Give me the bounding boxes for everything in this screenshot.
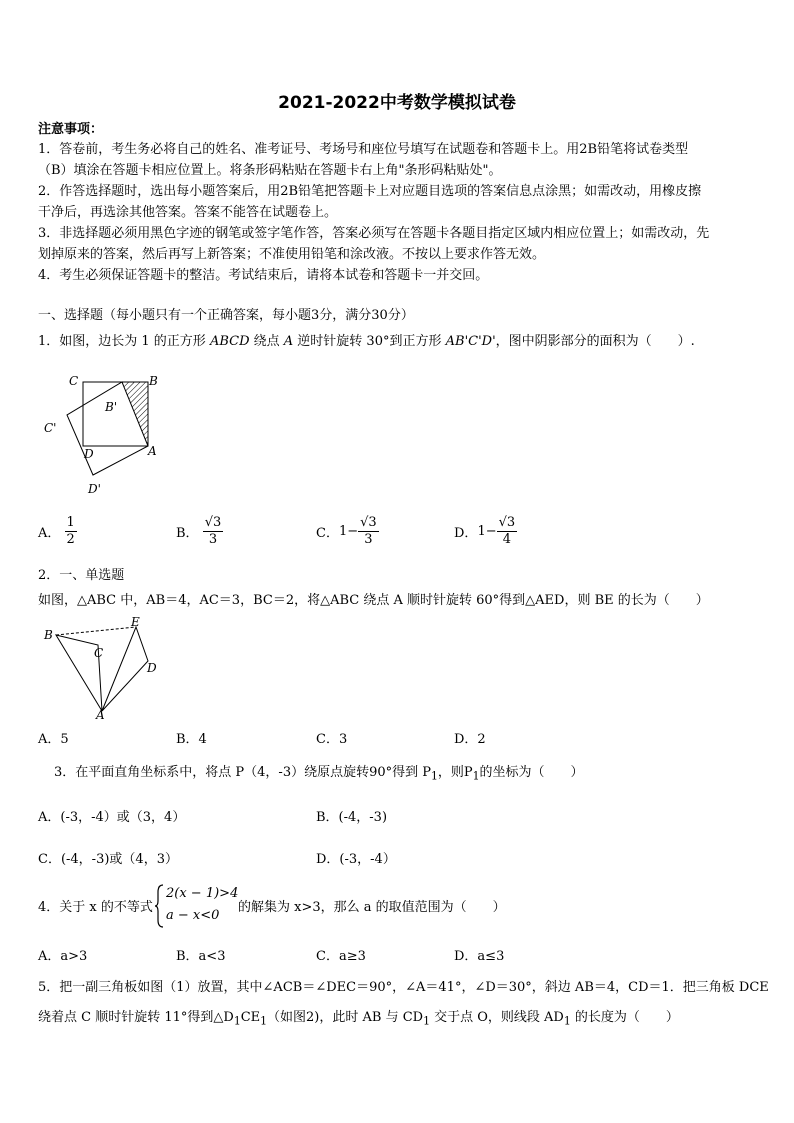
label-b-prime: B' bbox=[105, 400, 118, 414]
q3-option-c[interactable]: C．(-4，-3)或（4，3） bbox=[38, 852, 178, 867]
q2-figure bbox=[38, 615, 163, 721]
q1-figure bbox=[38, 365, 168, 500]
question-5-line-1: 5．把一副三角板如图（1）放置，其中∠ACB＝∠DEC＝90°，∠A＝41°，∠D＝30°，斜边 AB＝4，CD＝1．把三角板 DCE bbox=[38, 980, 769, 995]
q1-option-c[interactable] bbox=[316, 515, 379, 548]
q4-option-c[interactable]: C．a≥3 bbox=[316, 949, 366, 964]
q1-text: 逆时针旋转 30°到正方形 bbox=[293, 334, 446, 349]
fraction-denominator: 2 bbox=[66, 532, 75, 547]
section-heading: 一、选择题（每小题只有一个正确答案，每小题3分，满分30分） bbox=[38, 308, 414, 323]
question-5-line-2 bbox=[38, 1008, 679, 1032]
q2-option-d[interactable]: D．2 bbox=[454, 732, 486, 747]
subscript: 1 bbox=[233, 1014, 241, 1028]
q1-option-b[interactable] bbox=[176, 515, 223, 548]
q1-option-d[interactable] bbox=[454, 515, 517, 548]
notice-line: 1．答卷前，考生务必将自己的姓名、准考证号、考场号和座位号填写在试题卷和答题卡上。用2B铅笔将试卷类型 bbox=[38, 142, 689, 157]
q4-option-a[interactable]: A．a>3 bbox=[38, 949, 88, 964]
subscript: 1 bbox=[423, 1014, 430, 1028]
q3-text: 3．在平面直角坐标系中，将点 P（4，-3）绕原点旋转90°得到 P bbox=[54, 765, 432, 780]
label-a: A bbox=[148, 444, 157, 458]
q1-text: 1．如图，边长为 1 的正方形 bbox=[38, 334, 210, 349]
subscript: 1 bbox=[431, 769, 438, 783]
question-4-stem-a: 4．关于 x 的不等式 bbox=[38, 900, 153, 915]
q3-option-d[interactable]: D．(-3，-4） bbox=[316, 852, 396, 867]
triangle-aed bbox=[102, 627, 148, 711]
notice-heading: 注意事项： bbox=[38, 122, 104, 137]
q1-text: ，图中阴影部分的面积为（ ）. bbox=[495, 334, 695, 349]
label-d: D bbox=[84, 447, 94, 461]
label-b: B bbox=[44, 628, 53, 642]
label-c-prime: C' bbox=[44, 421, 57, 435]
notice-line: 3．非选择题必须用黑色字迹的钢笔或签字笔作答，答案必须写在答题卡各题目指定区域内相应位置上；如需改动，先 bbox=[38, 226, 710, 241]
label-c: C bbox=[94, 646, 104, 660]
q4-option-d[interactable]: D．a≤3 bbox=[454, 949, 505, 964]
question-1-stem bbox=[38, 332, 695, 352]
fraction-numerator: √3 bbox=[498, 515, 516, 530]
q2-option-b[interactable]: B．4 bbox=[176, 732, 207, 747]
label-d: D bbox=[147, 661, 157, 675]
question-2-heading: 2．一、单选题 bbox=[38, 568, 125, 583]
option-label: A． bbox=[38, 526, 61, 541]
inequality-1: 2(x − 1)>4 bbox=[166, 886, 239, 901]
q3-text: 的坐标为（ ） bbox=[479, 765, 584, 780]
label-e: E bbox=[131, 615, 140, 629]
subscript: 1 bbox=[563, 1014, 571, 1028]
question-2-stem: 如图，△ABC 中，AB＝4，AC＝3，BC＝2，将△ABC 绕点 A 顺时针旋转 60°得到△AED，则 BE 的长为（ ） bbox=[38, 593, 709, 608]
fraction-denominator: 3 bbox=[208, 532, 218, 547]
option-label: C． bbox=[316, 526, 339, 541]
subscript: 1 bbox=[472, 769, 480, 783]
segment-be bbox=[56, 627, 136, 635]
q3-option-a[interactable]: A．(-3，-4）或（3，4） bbox=[38, 810, 186, 825]
fraction-denominator: 4 bbox=[502, 532, 512, 547]
option-prefix: 1− bbox=[338, 524, 359, 539]
notice-line: 干净后，再选涂其他答案。答案不能答在试题卷上。 bbox=[38, 205, 338, 220]
q5-text: 的长度为（ ） bbox=[570, 1010, 679, 1025]
q5-text: 交于点 O，则线段 AD bbox=[429, 1010, 564, 1025]
fraction-denominator: 3 bbox=[364, 532, 373, 547]
q2-option-c[interactable]: C．3 bbox=[316, 732, 348, 747]
subscript: 1 bbox=[260, 1014, 268, 1028]
label-b: B bbox=[149, 374, 158, 388]
notice-line: 4．考生必须保证答题卡的整洁。考试结束后，请将本试卷和答题卡一并交回。 bbox=[38, 268, 489, 283]
q5-text: CE bbox=[240, 1010, 261, 1025]
q4-option-b[interactable]: B．a<3 bbox=[176, 949, 226, 964]
inequality-2: a − x<0 bbox=[166, 908, 220, 923]
q1-text: ABCD bbox=[209, 334, 250, 349]
label-d-prime: D' bbox=[88, 482, 101, 496]
q3-option-b[interactable]: B．(-4，-3) bbox=[316, 810, 388, 825]
q1-option-a[interactable] bbox=[38, 515, 77, 548]
notice-line: 划掉原来的答案，然后再写上新答案；不准使用铅笔和涂改液。不按以上要求作答无效。 bbox=[38, 247, 546, 262]
option-label: B． bbox=[176, 526, 199, 541]
page-title: 2021-2022中考数学模拟试卷 bbox=[278, 93, 516, 113]
q5-text: （如图2)，此时 AB 与 CD bbox=[267, 1010, 424, 1025]
fraction-numerator: 1 bbox=[66, 515, 75, 530]
question-4-stem-b: 的解集为 x>3，那么 a 的取值范围为（ ） bbox=[238, 900, 506, 915]
notice-line: 2．作答选择题时，选出每小题答案后，用2B铅笔把答题卡上对应题目选项的答案信息点涂黑；如需改动，用橡皮擦 bbox=[38, 184, 702, 199]
q5-text: 绕着点 C 顺时针旋转 11°得到△D bbox=[38, 1010, 234, 1025]
fraction-numerator: √3 bbox=[204, 515, 222, 530]
label-c: C bbox=[69, 374, 79, 388]
q1-text: A bbox=[283, 334, 294, 349]
q1-text: 绕点 bbox=[249, 334, 284, 349]
label-a: A bbox=[96, 708, 105, 721]
brace-icon bbox=[154, 884, 164, 928]
question-3-stem bbox=[54, 763, 584, 787]
q3-text: ，则P bbox=[437, 765, 473, 780]
q1-text: AB'C'D' bbox=[445, 334, 496, 349]
option-prefix: 1− bbox=[477, 524, 497, 539]
notice-line: （B）填涂在答题卡相应位置上。将条形码粘贴在答题卡右上角"条形码粘贴处"。 bbox=[38, 163, 502, 178]
q2-option-a[interactable]: A．5 bbox=[38, 732, 69, 747]
fraction-numerator: √3 bbox=[360, 515, 377, 530]
option-label: D． bbox=[454, 526, 478, 541]
